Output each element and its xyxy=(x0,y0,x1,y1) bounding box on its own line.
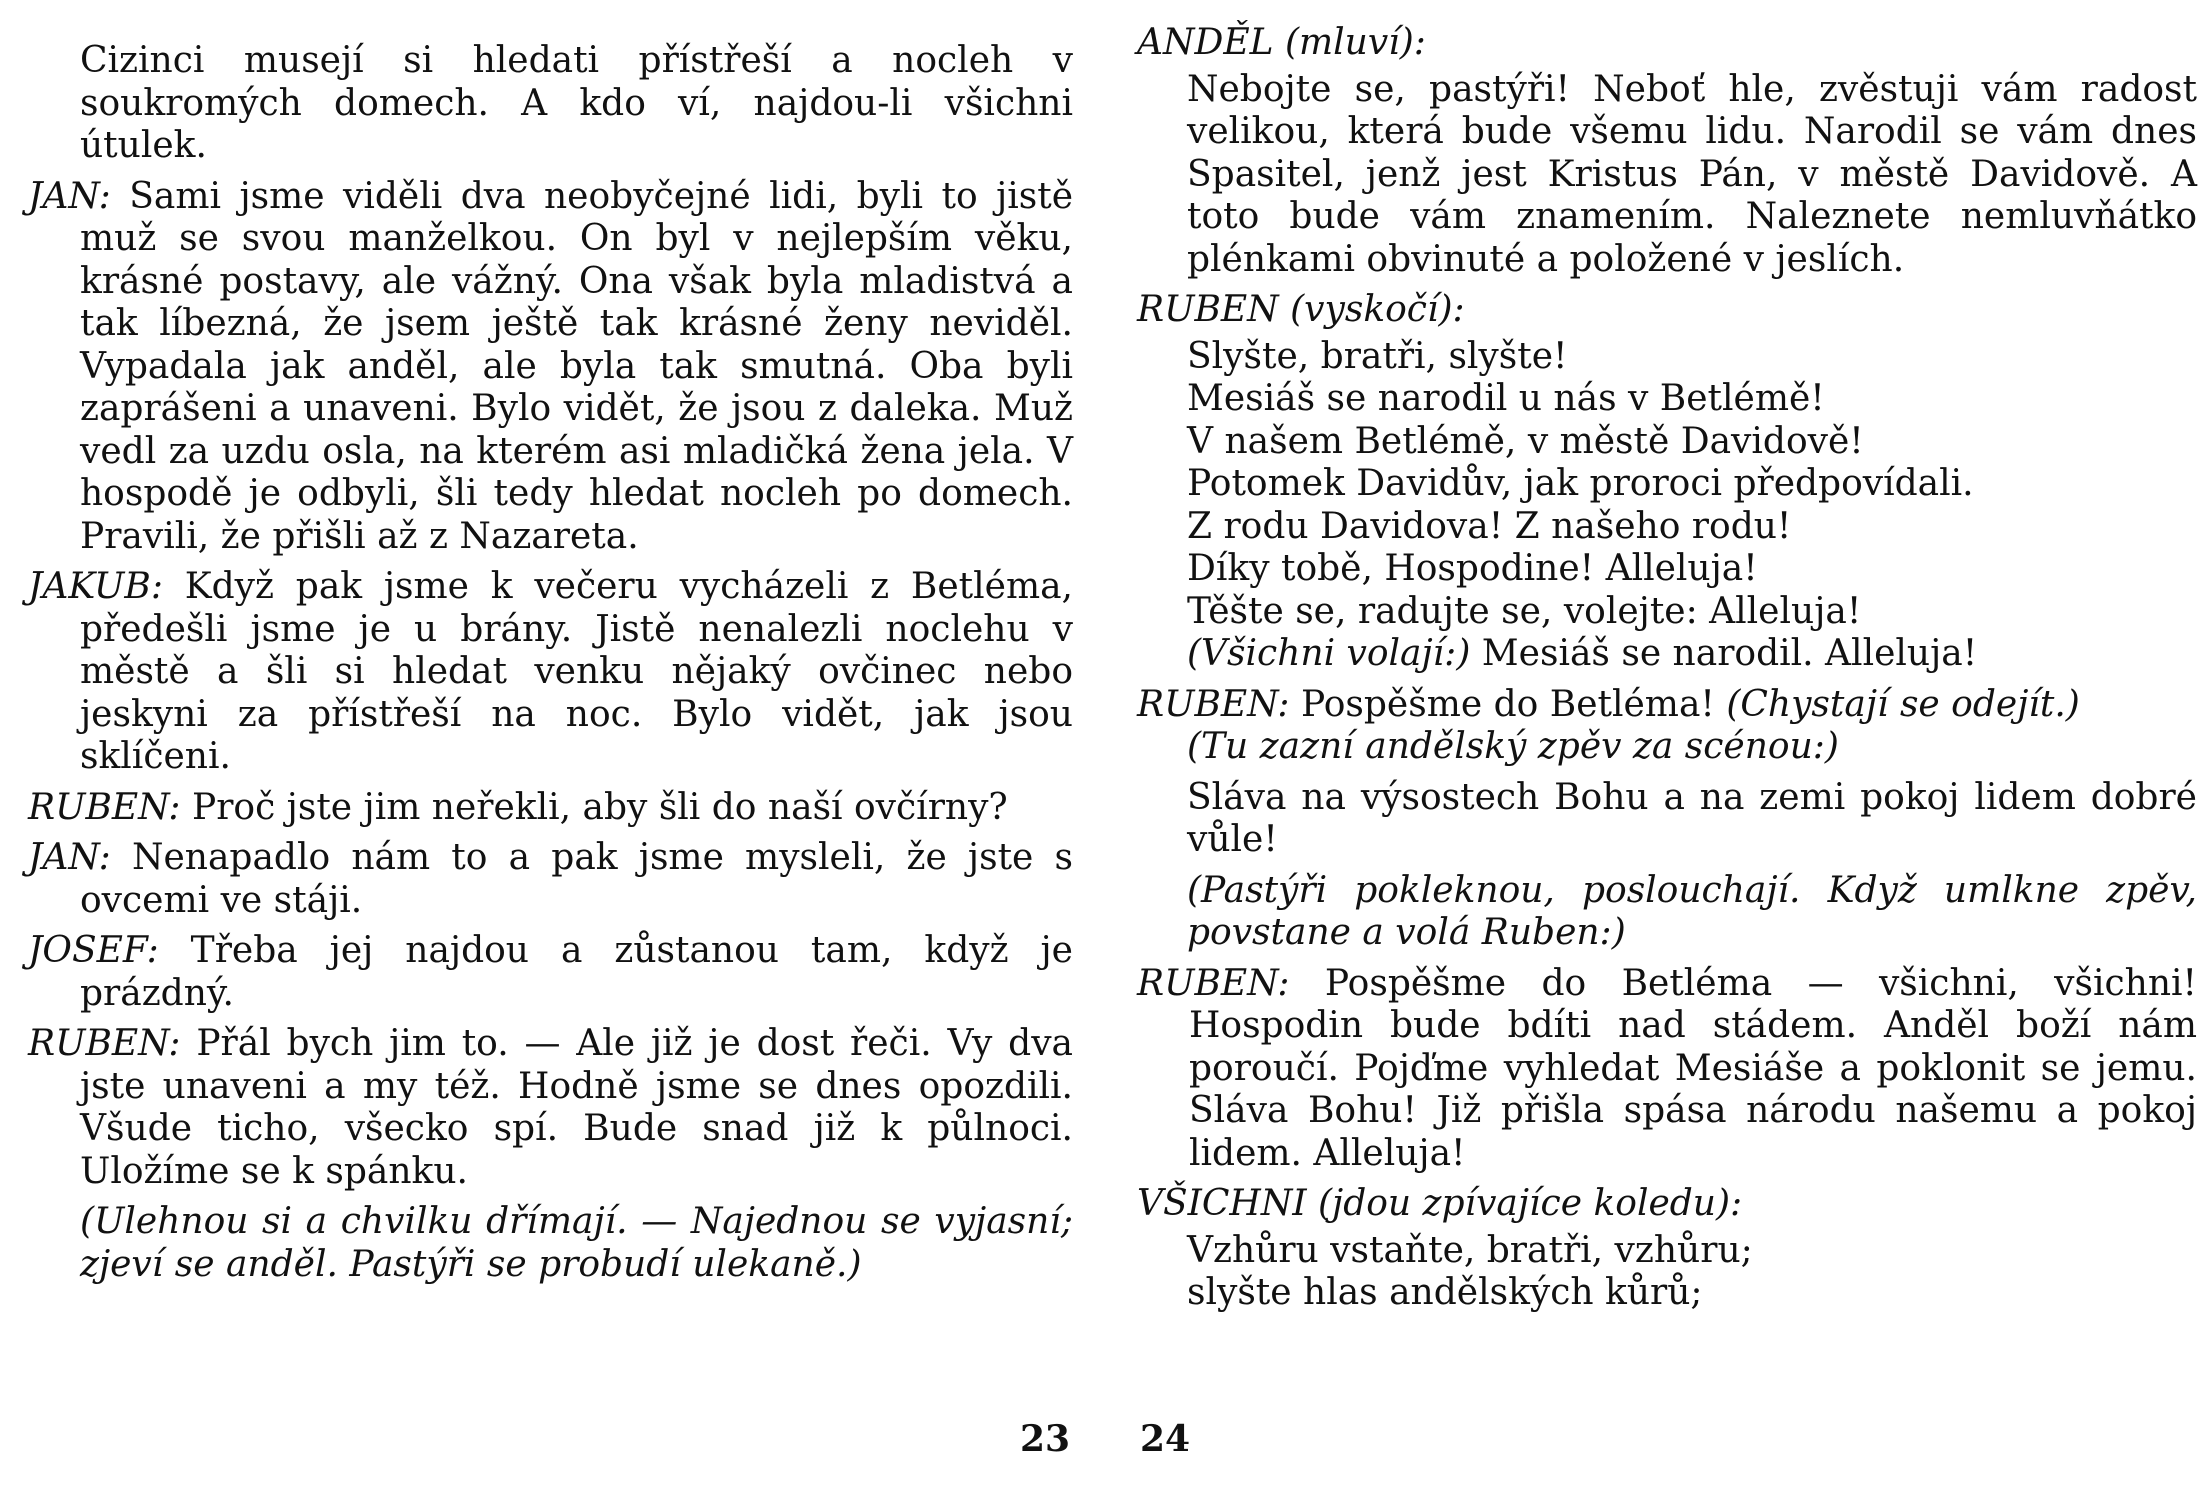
speaker-label: JAN: xyxy=(28,837,111,878)
song-gloria: Sláva na výsostech Bohu a na zemi pokoj lidem dobré vůle! xyxy=(1187,776,2197,860)
verse-line: Vzhůru vstaňte, bratři, vzhůru; xyxy=(1187,1229,1753,1271)
stage-direction: (Ulehnou si a chvilku dřímají. — Najednou se vyjasní; zjeví se anděl. Pastýři se probudí ulekaně.) xyxy=(80,1201,1073,1285)
verse-line: Těšte se, radujte se, volejte: Alleluja! xyxy=(1187,590,1862,632)
speaker-label: JAN: xyxy=(28,175,111,217)
speech-jan-1 xyxy=(28,176,1073,559)
speech-text: Proč jste jim neřekli, aby šli do naší ovčírny? xyxy=(180,786,1008,828)
verse-block-koleda xyxy=(1137,1230,2197,1315)
speaker-andel: ANDĚL (mluví): xyxy=(1137,22,1426,63)
right-page xyxy=(1105,0,2210,1500)
verse-block-ruben xyxy=(1137,336,2197,676)
page-number-right: 24 xyxy=(1140,1418,1191,1460)
speech-ruben-3 xyxy=(1137,684,2197,727)
verse-line: Mesiáš se narodil u nás v Betlémě! xyxy=(1187,378,1825,419)
page-number-left: 23 xyxy=(1020,1418,1071,1460)
speech-jakub xyxy=(28,566,1073,779)
speech-ruben-1 xyxy=(28,787,1073,830)
right-column xyxy=(1137,22,2197,1323)
speaker-label: RUBEN: xyxy=(1137,962,1290,1004)
speech-text: Pospěšme do Betléma — všichni, všichni! Hospodin bude bdíti nad stádem. Anděl boží nám poroučí. Pojďme vyhledat Mesiáše a poklonit se jemu. Sláva Bohu! Již přišla spása národu našemu a pokoj lidem. Alleluja! xyxy=(1189,962,2197,1174)
left-column xyxy=(28,40,1073,1294)
speaker-ruben-vyskoci: RUBEN (vyskočí): xyxy=(1137,289,1465,330)
verse-line: V našem Betlémě, v městě Davidově! xyxy=(1187,420,1864,462)
speech-text: Sami jsme viděli dva neobyčejné lidi, byli to jistě muž se svou manželkou. On byl v nejlepším věku, krásné postavy, ale vážný. Ona však byla mladistvá a tak líbezná, že jsem ještě tak krásné ženy neviděl. Vypadala jak anděl, ale byla tak smutná. Oba byli zaprášeni a unaveni. Bylo vidět, že jsou z daleka. Muž vedl za uzdu osla, na kterém asi mladičká žena jela. V hospodě je odbyli, šli tedy hledat nocleh po domech. Pravili, že přišli až z Nazareta. xyxy=(80,175,1073,557)
verse-line: Díky tobě, Hospodine! Alleluja! xyxy=(1187,548,1758,589)
speech-text: Když pak jsme k večeru vycházeli z Betléma, předešli jsme je u brány. Jistě nenalezli noclehu v městě a šli si hledat venku nějaký ovčinec nebo jeskyni za přístřeší na noc. Bylo vidět, jak jsou sklíčeni. xyxy=(80,566,1073,777)
verse-line-all xyxy=(1137,633,2197,676)
speaker-vsichni: VŠICHNI (jdou zpívajíce koledu): xyxy=(1137,1183,1743,1224)
verse-line: Z rodu Davidova! Z našeho rodu! xyxy=(1187,505,1792,547)
speech-text: Přál bych jim to. — Ale již je dost řeči. Vy dva jste unaveni a my též. Hodně jsme se dnes opozdili. Všude ticho, všecko spí. Bude snad již k půlnoci. Uložíme se k spánku. xyxy=(80,1023,1073,1192)
speech-text: Nenapadlo nám to a pak jsme mysleli, že jste s ovcemi ve stáji. xyxy=(80,837,1073,921)
stage-direction-song: (Tu zazní andělský zpěv za scénou:) xyxy=(1187,726,1839,767)
verse-line: slyšte hlas andělských kůrů; xyxy=(1187,1272,1703,1313)
paragraph-intro: Cizinci musejí si hledati přístřeší a nocleh v soukromých domech. A kdo ví, najdou-li všichni útulek. xyxy=(80,40,1073,166)
stage-direction: (Chystají se odejít.) xyxy=(1726,683,2080,725)
speech-ruben-2 xyxy=(28,1023,1073,1193)
speaker-label: RUBEN: xyxy=(1137,683,1290,725)
speech-ruben-4 xyxy=(1137,963,2197,1176)
speaker-label: RUBEN: xyxy=(28,786,181,828)
stage-direction: (Všichni volají:) xyxy=(1187,633,1471,674)
speech-josef xyxy=(28,930,1073,1015)
speech-text: Pospěšme do Betléma! xyxy=(1289,683,1727,725)
speaker-label: RUBEN: xyxy=(28,1023,181,1064)
speaker-label: JAKUB: xyxy=(28,566,163,607)
speaker-label: JOSEF: xyxy=(28,930,159,971)
speech-jan-2 xyxy=(28,837,1073,922)
speech-text: Třeba jej najdou a zůstanou tam, když je prázdný. xyxy=(80,930,1073,1014)
verse-line: Slyšte, bratři, slyšte! xyxy=(1187,335,1568,377)
stage-direction-kneel: (Pastýři pokleknou, poslouchají. Když umlkne zpěv, povstane a volá Ruben:) xyxy=(1187,869,2197,953)
verse-line: Potomek Davidův, jak proroci předpovídali. xyxy=(1187,463,1974,504)
speech-andel: Nebojte se, pastýři! Neboť hle, zvěstuji vám radost velikou, která bude všemu lidu. Narodil se vám dnes Spasitel, jenž jest Kristus Pán, v městě Davidově. A toto bude vám znamením. Naleznete nemluvňátko plénkami obvinuté a položené v jeslích. xyxy=(1187,68,2197,280)
verse-text: Mesiáš se narodil. Alleluja! xyxy=(1470,633,1978,674)
